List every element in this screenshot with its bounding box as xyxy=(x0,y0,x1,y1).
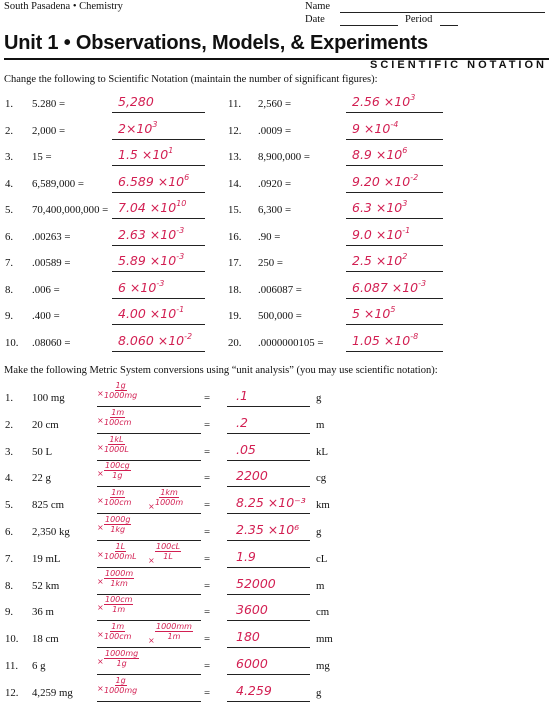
given-quantity: 52 km xyxy=(32,579,60,592)
fraction-numerator: 1kL xyxy=(109,434,124,444)
item-prompt: 70,400,000,000 = xyxy=(32,204,109,216)
answer-exponent: 5 xyxy=(390,305,396,314)
page-title: Unit 1 • Observations, Models, & Experiments xyxy=(4,32,428,54)
name-line[interactable] xyxy=(340,12,545,13)
answer-exponent: 3 xyxy=(152,119,158,129)
fraction-denominator: 1g xyxy=(112,471,123,481)
answer-unit: g xyxy=(316,686,322,699)
fraction-denominator: 100cm xyxy=(104,417,132,427)
answer-exponent: 10 xyxy=(176,199,187,208)
handwritten-answer: 6000 xyxy=(236,656,268,671)
equals-sign: = xyxy=(204,418,211,431)
equals-sign: = xyxy=(204,445,211,458)
answer-unit: cL xyxy=(316,552,328,565)
item-number: 14. xyxy=(228,177,242,190)
answer-mantissa: 8.060 ×10 xyxy=(118,332,185,348)
item-number: 2. xyxy=(5,124,14,137)
answer-line[interactable] xyxy=(227,594,310,595)
school-course: South Pasadena • Chemistry xyxy=(4,1,123,12)
item-number: 19. xyxy=(228,310,242,322)
answer-mantissa: 9.20 ×10 xyxy=(352,173,411,189)
handwritten-answer xyxy=(352,306,395,321)
item-number: 2. xyxy=(5,418,14,431)
answer-mantissa: 8.9 ×10 xyxy=(352,147,403,162)
fraction-numerator: 1g xyxy=(115,675,126,685)
fraction-numerator: 1g xyxy=(115,381,126,390)
item-number: 12. xyxy=(5,686,19,699)
handwritten-answer: .2 xyxy=(236,414,248,430)
item-prompt: .400 = xyxy=(32,310,60,322)
handwritten-answer: 1.9 xyxy=(236,548,256,564)
answer-line[interactable] xyxy=(346,192,443,193)
item-number: 3. xyxy=(5,151,14,163)
answer-exponent: -8 xyxy=(410,331,419,341)
answer-unit: cm xyxy=(316,606,330,619)
handwritten-answer xyxy=(352,94,415,109)
answer-exponent: -3 xyxy=(176,225,185,235)
handwritten-answer: 2200 xyxy=(236,468,268,484)
handwritten-answer: 8.25 ×10⁻³ xyxy=(236,495,306,511)
multiply-mark: × xyxy=(97,683,104,693)
fraction-numerator: 1m xyxy=(111,488,125,498)
answer-line[interactable] xyxy=(112,298,205,299)
metric-instructions: Make the following Metric System conversions using “unit analysis” (you may use scientific notation): xyxy=(4,365,438,376)
answer-mantissa: 6 ×10 xyxy=(118,279,157,295)
item-prompt: 6,589,000 = xyxy=(32,177,84,190)
answer-mantissa: 9 ×10 xyxy=(352,120,391,136)
answer-line[interactable] xyxy=(227,406,310,407)
item-prompt: .08060 = xyxy=(32,336,71,349)
conversion-factor xyxy=(104,435,129,454)
item-prompt: .0920 = xyxy=(258,177,292,190)
multiply-mark: × xyxy=(97,657,104,666)
answer-exponent: -3 xyxy=(418,278,427,288)
answer-line[interactable] xyxy=(346,245,443,246)
answer-line[interactable] xyxy=(346,271,443,272)
item-prompt: .00263 = xyxy=(32,230,71,243)
fraction-numerator: 1000g xyxy=(105,515,131,524)
conversion-factor xyxy=(104,381,137,400)
multiply-mark: × xyxy=(148,502,155,512)
item-number: 11. xyxy=(228,98,242,110)
given-quantity: 22 g xyxy=(32,472,51,485)
fraction-numerator: 1000mm xyxy=(156,622,192,632)
period-line[interactable] xyxy=(440,25,458,26)
item-number: 12. xyxy=(228,124,242,137)
answer-line[interactable] xyxy=(112,245,205,246)
answer-line[interactable] xyxy=(112,112,205,113)
fraction-denominator: 1000m xyxy=(155,498,184,508)
item-number: 8. xyxy=(5,283,14,296)
answer-exponent: -1 xyxy=(402,225,411,235)
date-label: Date xyxy=(305,14,325,25)
answer-line[interactable] xyxy=(112,351,205,352)
answer-exponent: -2 xyxy=(410,172,419,182)
item-number: 6. xyxy=(5,230,14,243)
answer-mantissa: 2.56 ×10 xyxy=(352,94,411,109)
item-prompt: .006087 = xyxy=(258,283,302,296)
fraction-numerator: 1km xyxy=(160,488,178,498)
given-quantity: 36 m xyxy=(32,606,54,619)
fraction-denominator: 1L xyxy=(163,551,173,561)
period-label: Period xyxy=(405,14,433,25)
conversion-factor xyxy=(155,542,181,561)
multiply-mark: × xyxy=(97,630,104,640)
item-prompt: 500,000 = xyxy=(258,310,302,322)
given-quantity: 6 g xyxy=(32,660,46,672)
answer-line[interactable] xyxy=(346,218,443,219)
item-prompt: 8,900,000 = xyxy=(258,151,310,163)
conversion-factor xyxy=(104,515,131,534)
given-quantity: 20 cm xyxy=(32,418,59,431)
handwritten-answer xyxy=(118,253,184,268)
answer-unit: m xyxy=(316,418,325,431)
answer-exponent: 6 xyxy=(402,146,408,155)
fraction-numerator: 1000m xyxy=(105,568,134,578)
answer-line[interactable] xyxy=(227,433,310,434)
fraction-denominator: 1000L xyxy=(104,444,129,454)
equals-sign: = xyxy=(204,526,211,538)
handwritten-answer xyxy=(352,227,410,242)
fraction-denominator: 1km xyxy=(110,578,128,588)
handwritten-answer xyxy=(118,306,184,321)
answer-line[interactable] xyxy=(346,112,443,113)
answer-exponent: 1 xyxy=(168,146,174,155)
answer-line[interactable] xyxy=(346,165,443,166)
answer-exponent: 3 xyxy=(410,93,416,102)
multiply-mark: × xyxy=(97,523,104,532)
fraction-denominator: 1g xyxy=(116,659,127,668)
answer-exponent: 3 xyxy=(402,199,408,208)
item-number: 10. xyxy=(5,633,19,646)
item-number: 20. xyxy=(228,336,242,349)
item-prompt: 2,000 = xyxy=(32,124,66,137)
fraction-denominator: 1000mg xyxy=(104,685,138,695)
multiply-mark: × xyxy=(148,636,155,646)
conversion-factor xyxy=(104,569,134,588)
fraction-denominator: 1kg xyxy=(110,525,126,534)
conversion-factor xyxy=(104,461,131,480)
answer-exponent: -1 xyxy=(176,305,185,314)
item-prompt: .90 = xyxy=(258,230,281,243)
answer-unit: mg xyxy=(316,660,330,672)
given-quantity: 18 cm xyxy=(32,633,59,646)
answer-mantissa: 7.04 ×10 xyxy=(118,200,177,215)
answer-line[interactable] xyxy=(227,513,310,514)
answer-line[interactable] xyxy=(227,486,310,487)
answer-mantissa: 5 ×10 xyxy=(352,306,391,321)
answer-exponent: 6 xyxy=(184,172,190,182)
item-prompt: .00589 = xyxy=(32,257,71,269)
handwritten-answer xyxy=(352,121,398,136)
answer-line[interactable] xyxy=(112,218,205,219)
conversion-factor xyxy=(104,622,131,641)
answer-mantissa: 2.63 ×10 xyxy=(118,226,177,242)
answer-line[interactable] xyxy=(346,298,443,299)
equals-sign: = xyxy=(204,499,211,512)
equals-sign: = xyxy=(204,579,211,592)
given-quantity: 100 mg xyxy=(32,392,65,404)
item-number: 15. xyxy=(228,204,242,216)
item-prompt: .0000000105 = xyxy=(258,336,324,349)
answer-line[interactable] xyxy=(112,271,205,272)
fraction-numerator: 100cm xyxy=(105,595,133,605)
given-quantity: 19 mL xyxy=(32,552,61,565)
multiply-mark: × xyxy=(97,603,104,613)
handwritten-answer xyxy=(352,147,407,162)
handwritten-answer xyxy=(118,121,157,136)
item-number: 13. xyxy=(228,151,242,163)
multiply-mark: × xyxy=(97,442,104,452)
item-number: 4. xyxy=(5,472,14,485)
conversion-factor xyxy=(155,622,193,641)
item-number: 17. xyxy=(228,257,242,269)
sci-instructions: Change the following to Scientific Notation (maintain the number of significant figures): xyxy=(4,74,378,85)
conversion-factor xyxy=(104,408,131,427)
answer-line[interactable] xyxy=(227,647,310,648)
item-prompt: 2,560 = xyxy=(258,98,292,110)
answer-line[interactable] xyxy=(227,701,310,702)
fraction-numerator: 1m xyxy=(111,407,125,417)
answer-line[interactable] xyxy=(227,620,310,621)
equals-sign: = xyxy=(204,392,211,404)
multiply-mark: × xyxy=(97,415,104,425)
item-number: 1. xyxy=(5,98,14,110)
answer-line[interactable] xyxy=(227,540,310,541)
multiply-mark: × xyxy=(97,469,104,479)
handwritten-answer xyxy=(118,174,189,189)
conversion-factor xyxy=(104,488,131,507)
answer-exponent: -3 xyxy=(176,252,185,261)
handwritten-answer: 3600 xyxy=(236,602,268,618)
handwritten-answer: 2.35 ×10⁶ xyxy=(236,522,300,537)
handwritten-answer xyxy=(352,333,418,348)
handwritten-answer xyxy=(118,280,164,295)
handwritten-answer xyxy=(352,174,418,189)
conversion-factor xyxy=(104,595,133,614)
conversion-factor xyxy=(155,488,183,507)
handwritten-answer: .1 xyxy=(236,388,248,403)
item-number: 6. xyxy=(5,526,14,538)
multiply-mark: × xyxy=(97,549,104,559)
answer-mantissa: 5,280 xyxy=(118,94,154,109)
item-prompt: 6,300 = xyxy=(258,204,292,216)
given-quantity: 50 L xyxy=(32,445,53,458)
answer-exponent: 2 xyxy=(402,252,408,261)
fraction-numerator: 100cg xyxy=(105,461,130,471)
item-number: 5. xyxy=(5,499,14,512)
given-quantity: 825 cm xyxy=(32,499,65,512)
equals-sign: = xyxy=(204,552,211,565)
answer-mantissa: 9.0 ×10 xyxy=(352,226,403,242)
equals-sign: = xyxy=(204,686,211,699)
fraction-denominator: 1m xyxy=(112,605,126,615)
handwritten-answer xyxy=(352,253,407,268)
answer-mantissa: 2×10 xyxy=(118,120,153,136)
answer-unit: g xyxy=(316,526,322,538)
answer-unit: m xyxy=(316,579,325,592)
work-line[interactable] xyxy=(97,701,201,702)
item-number: 11. xyxy=(5,660,19,672)
answer-line[interactable] xyxy=(227,674,310,675)
answer-unit: km xyxy=(316,499,330,512)
conversion-factor xyxy=(104,542,137,561)
fraction-denominator: 100cm xyxy=(104,632,132,642)
answer-mantissa: 6.087 ×10 xyxy=(352,279,419,295)
fraction-denominator: 1000mL xyxy=(104,551,137,561)
section-subtitle: SCIENTIFIC NOTATION xyxy=(370,59,547,71)
handwritten-answer xyxy=(118,147,173,162)
equals-sign: = xyxy=(204,633,211,646)
item-prompt: 250 = xyxy=(258,257,283,269)
conversion-factor xyxy=(104,649,139,668)
name-label: Name xyxy=(305,1,331,12)
answer-line[interactable] xyxy=(346,139,443,140)
answer-unit: g xyxy=(316,392,322,404)
date-line[interactable] xyxy=(340,25,398,26)
fraction-numerator: 1m xyxy=(111,622,125,632)
item-number: 7. xyxy=(5,552,14,565)
multiply-mark: × xyxy=(97,576,104,586)
fraction-denominator: 100cm xyxy=(104,498,132,508)
equals-sign: = xyxy=(204,660,211,672)
handwritten-answer: .05 xyxy=(236,441,256,457)
equals-sign: = xyxy=(204,472,211,485)
handwritten-answer xyxy=(118,200,186,215)
item-number: 18. xyxy=(228,283,242,296)
answer-unit: kL xyxy=(316,445,328,458)
answer-mantissa: 6.589 ×10 xyxy=(118,173,185,189)
handwritten-answer xyxy=(118,227,184,242)
given-quantity: 4,259 mg xyxy=(32,686,73,699)
item-number: 8. xyxy=(5,579,14,592)
answer-exponent: -3 xyxy=(156,278,165,288)
answer-exponent: -2 xyxy=(184,331,193,341)
multiply-mark: × xyxy=(97,496,104,506)
answer-line[interactable] xyxy=(112,324,205,325)
answer-unit: mm xyxy=(316,633,333,646)
item-number: 5. xyxy=(5,204,14,216)
item-number: 7. xyxy=(5,257,14,269)
answer-line[interactable] xyxy=(112,165,205,166)
item-prompt: 15 = xyxy=(32,151,52,163)
answer-mantissa: 1.5 ×10 xyxy=(118,147,169,162)
answer-exponent: -4 xyxy=(390,119,399,129)
answer-line[interactable] xyxy=(227,460,310,461)
handwritten-answer: 4.259 xyxy=(236,682,272,698)
answer-unit: cg xyxy=(316,472,327,485)
multiply-mark: × xyxy=(148,555,155,565)
fraction-denominator: 1m xyxy=(167,632,181,642)
item-prompt: .006 = xyxy=(32,283,60,296)
answer-line[interactable] xyxy=(346,324,443,325)
item-number: 3. xyxy=(5,445,14,458)
multiply-mark: × xyxy=(97,389,104,398)
handwritten-answer xyxy=(118,333,192,348)
handwritten-answer: 180 xyxy=(236,629,260,645)
item-number: 4. xyxy=(5,177,14,190)
handwritten-answer xyxy=(352,280,426,295)
conversion-factor xyxy=(104,676,137,695)
fraction-numerator: 1L xyxy=(115,541,126,551)
answer-mantissa: 4.00 ×10 xyxy=(118,306,177,321)
item-prompt: 5.280 = xyxy=(32,98,66,110)
answer-line[interactable] xyxy=(112,192,205,193)
fraction-numerator: 1000mg xyxy=(105,649,139,658)
item-number: 9. xyxy=(5,310,14,322)
answer-line[interactable] xyxy=(112,139,205,140)
fraction-numerator: 100cL xyxy=(156,541,181,551)
handwritten-answer: 52000 xyxy=(236,575,276,591)
item-number: 16. xyxy=(228,230,242,243)
answer-mantissa: 5.89 ×10 xyxy=(118,253,177,268)
fraction-denominator: 1000mg xyxy=(104,391,138,400)
given-quantity: 2,350 kg xyxy=(32,526,70,538)
equals-sign: = xyxy=(204,606,211,619)
answer-line[interactable] xyxy=(227,567,310,568)
answer-mantissa: 6.3 ×10 xyxy=(352,200,403,215)
answer-mantissa: 1.05 ×10 xyxy=(352,332,411,348)
item-number: 1. xyxy=(5,392,14,404)
answer-line[interactable] xyxy=(346,351,443,352)
item-number: 9. xyxy=(5,606,14,619)
handwritten-answer xyxy=(118,94,154,109)
item-number: 10. xyxy=(5,336,19,349)
handwritten-answer xyxy=(352,200,407,215)
item-prompt: .0009 = xyxy=(258,124,292,137)
answer-mantissa: 2.5 ×10 xyxy=(352,253,403,268)
